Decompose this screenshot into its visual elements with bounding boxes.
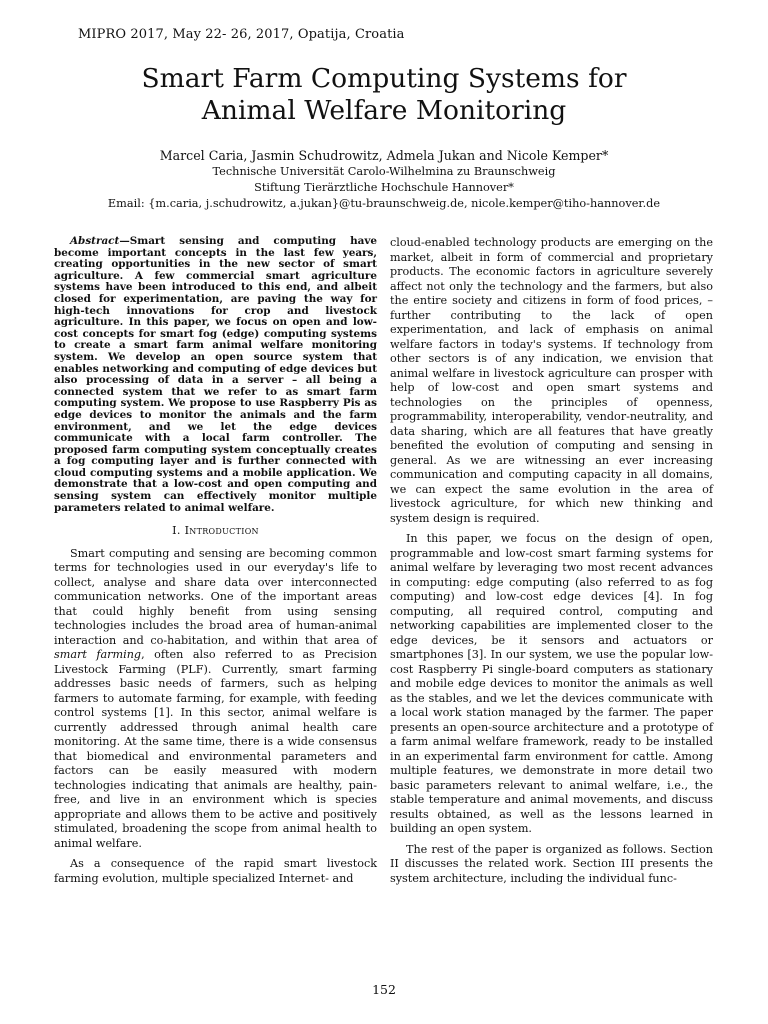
intro-paragraph-4: The rest of the paper is organized as follows. Section II discusses the related work. Section III presents the system architecture, including the individual func- [390, 842, 713, 885]
abstract-lead: Abstract [70, 235, 120, 247]
intro-paragraph-1-part-b: , often also referred to as Precision Livestock Farming (PLF). Currently, smart farming addresses basic needs of farmers, such as helping farmers to automate farming, for example, with feeding control systems [1]. In this sector, animal welfare is currently addressed through animal health care monitoring. At the same time, there is a wide consensus that biomedical and environmental parameters and factors can be easily measured with modern technologies indicating that animals are healthy, pain-free, and live in an environment which is species appropriate and allows them to be active and positively stimulated, broadening the scope from animal health to animal welfare. [54, 648, 377, 850]
affiliation-2: Stiftung Tierärztliche Hochschule Hannover* [254, 181, 514, 194]
intro-paragraph-3: In this paper, we focus on the design of open, programmable and low-cost smart farming systems for animal welfare by leveraging two most recent advances in computing: edge computing (also referred to as fog computing) and low-cost edge devices [4]. In fog computing, all required control, computing and networking capabilities are implemented closer to the edge devices, be it sensors and actuators or smartphones [3]. In our system, we use the popular low-cost Raspberry Pi single-board computers as stationary and mobile edge devices to monitor the animals as well as the stables, and we let the devices communicate with a local work station managed by the farmer. The paper presents an open-source architecture and a prototype of a farm animal welfare framework, ready to be installed in an experimental farm environment for cattle. Among multiple features, we demonstrate in more detail two basic parameters relevant to animal welfare, i.e., the stable temperature and animal movements, and discuss results obtained, as well as the lessons learned in building an open system. [390, 532, 713, 835]
author-block [0, 147, 768, 212]
intro-paragraph-1 [54, 547, 377, 852]
affiliation-1: Technische Universität Carolo-Wilhelmina zu Braunschweig [212, 165, 556, 178]
intro-paragraph-1-emphasis: smart farming [54, 648, 142, 662]
section-number: I. [172, 524, 181, 538]
author-emails: Email: {m.caria, j.schudrowitz, a.jukan}@tu-braunschweig.de, nicole.kemper@tiho-hannover.de [107, 197, 661, 210]
author-names: Marcel Caria, Jasmin Schudrowitz, Admela Jukan and Nicole Kemper* [159, 148, 609, 163]
paper-title-line-2: Animal Welfare Monitoring [201, 95, 567, 126]
intro-paragraph-1-part-a: Smart computing and sensing are becoming common terms for technologies used in our everyday's life to collect, analyse and share data over interconnected communication networks. One of the important areas that could highly benefit from using sensing technologies includes the broad area of human-animal interaction and co-habitation, and within that area of [54, 546, 377, 647]
conference-header: MIPRO 2017, May 22- 26, 2017, Opatija, Croatia [78, 27, 405, 42]
section-title: Introduction [184, 524, 259, 538]
intro-paragraph-2: As a consequence of the rapid smart livestock farming evolution, multiple specialized Internet- and [54, 857, 377, 885]
right-column [390, 236, 713, 892]
abstract [54, 236, 377, 514]
paper-title-line-1: Smart Farm Computing Systems for [141, 63, 627, 94]
page-number: 152 [372, 982, 396, 997]
section-heading-introduction [54, 524, 377, 539]
paper-title [0, 63, 768, 127]
abstract-text: —Smart sensing and computing have become important concepts in the last few years, creating opportunities in the new sector of smart agriculture. A few commercial smart agriculture systems have been introduced to this end, and albeit closed for experimentation, are paving the way for high-tech innovations for crop and livestock agriculture. In this paper, we focus on open and low-cost concepts for smart fog (edge) computing systems to create a smart farm animal welfare monitoring system. We develop an open source system that enables networking and computing of edge devices but also processing of data in a server – all being a connected system that we refer to as smart farm computing system. We propose to use Raspberry Pis as edge devices to monitor the animals and the farm environment, and we let the edge devices communicate with a local farm controller. The proposed farm computing system conceptually creates a fog computing layer and is further connected with cloud computing systems and a mobile application. We demonstrate that a low-cost and open computing and sensing system can effectively monitor multiple parameters related to animal welfare. [54, 235, 377, 514]
intro-paragraph-2-continued: cloud-enabled technology products are emerging on the market, albeit in form of commercial and proprietary products. The economic factors in agriculture severely affect not only the technology and the farmers, but also the entire society and citizens in form of food prices, – further contributing to the lack of open experimentation, and lack of emphasis on animal welfare factors in today's systems. If technology from other sectors is of any indication, we envision that animal welfare in livestock agriculture can prosper with help of low-cost and open smart systems and technologies on the principles of openness, programmability, interoperability, vendor-neutrality, and data sharing, which are all features that have greatly benefited the evolution of computing and sensing in general. As we are witnessing an ever increasing communication and computing capacity in all domains, we can expect the same evolution in the area of livestock agriculture, for which new thinking and system design is required. [390, 236, 713, 525]
left-column [54, 236, 377, 892]
